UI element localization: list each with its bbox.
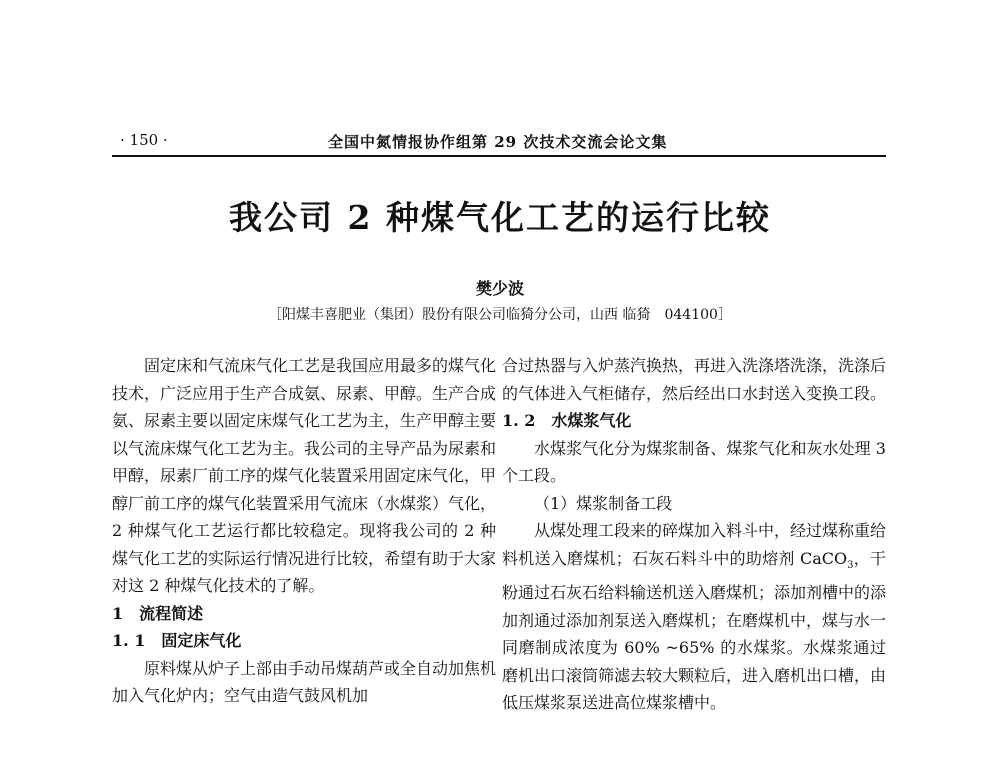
running-header [112,121,886,151]
intro-paragraph: 固定床和气流床气化工艺是我国应用最多的煤气化技术，广泛应用于生产合成氨、尿素、甲醇。生产合成氨、尿素主要以固定床煤气化工艺为主，生产甲醇主要以气流床煤气化工艺为主。我公司的主导产品为尿素和甲醇，尿素厂前工序的煤气化装置采用固定床气化，甲醇厂前工序的煤气化装置采用气流床（水煤浆）气化，2 种煤气化工艺运行都比较稳定。现将我公司的 2 种煤气化工艺的实际运行情况进行比较，希望有助于大家对这 2 种煤气化技术的了解。 [112,356,497,595]
paper-title: 我公司 2 种煤气化工艺的运行比较 [229,198,771,237]
section-heading-1: 1 流程简述 [112,603,204,623]
left-column [112,352,496,710]
continued-paragraph: 合过热器与入炉蒸汽换热，再进入洗涤塔洗涤，洗涤后的气体进入气柜储存，然后经出口水封送入变换工段。 [502,356,887,403]
header-rule [112,155,886,157]
slurry-text-part-1: 从煤处理工段来的碎煤加入料斗中，经过煤称重给料机送入磨煤机；石灰石料斗中的助熔剂 CaCO [502,521,887,568]
author-name: 樊少波 [475,279,524,298]
journal-title: 全国中氮情报协作组第 29 次技术交流会论文集 [328,133,668,151]
fixed-bed-paragraph: 原料煤从炉子上部由手动吊煤葫芦或全自动加焦机加入气化炉内；空气由造气鼓风机加 [112,658,497,705]
author-affiliation: ［阳煤丰喜肥业（集团）股份有限公司临猗分公司，山西 临猗 044100］ [268,307,732,323]
subscript-3: 3 [847,559,854,571]
subsection-heading-1-1: 1. 1 固定床气化 [112,631,242,650]
slurry-overview-paragraph: 水煤浆气化分为煤浆制备、煤浆气化和灰水处理 3 个工段。 [502,438,886,485]
right-column [502,352,886,717]
sub-heading-slurry-prep: （1）煤浆制备工段 [534,493,673,513]
subsection-heading-1-2: 1. 2 水煤浆气化 [502,411,632,430]
page-number: · 150 · [120,131,168,149]
slurry-prep-paragraph [502,517,886,717]
slurry-text-part-2: ，干粉通过石灰石给料输送机送入磨煤机；添加剂槽中的添加剂通过添加剂泵送入磨煤机；在磨煤机中，煤与水一同磨制成浓度为 60% ~65% 的水煤浆。水煤浆通过磨机出口滚筒筛滤去较大颗粒后，进入磨机出口槽，由低压煤浆泵送进高位煤浆槽中。 [502,548,887,713]
